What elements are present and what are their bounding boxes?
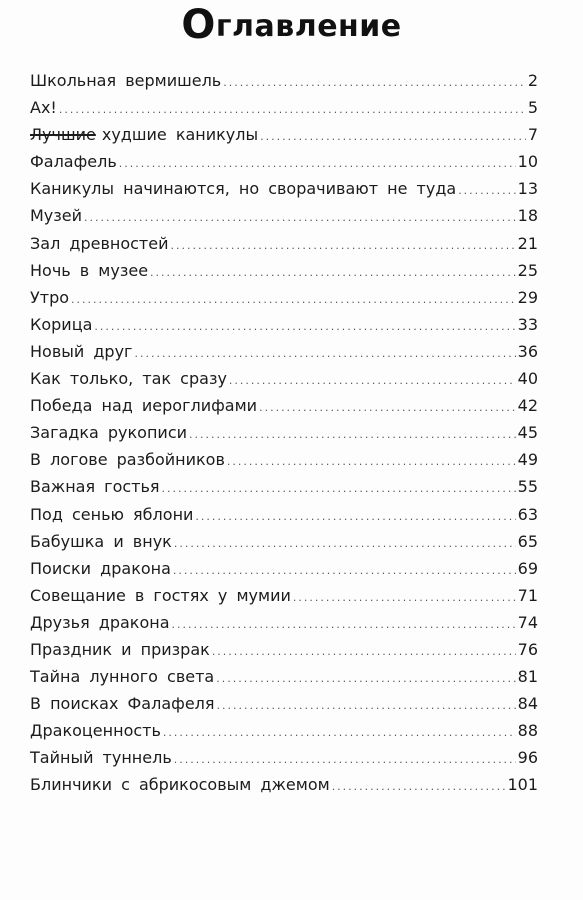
toc-entry-title [30,505,193,524]
toc-entry [30,532,538,559]
toc-entry-title [30,450,225,469]
toc-entry-label: Музей [30,206,83,226]
dot-leader [223,76,526,89]
toc-entry [30,477,538,504]
dot-leader [119,157,516,170]
toc-entry [30,288,538,315]
toc-entry [30,315,538,342]
dot-leader [260,130,526,143]
toc-entry-label: Фалафель [30,152,117,172]
toc-page-number: 7 [527,125,538,145]
toc-entry-title [30,315,92,334]
toc-entry-label: Школьная вермишель [30,71,222,90]
toc-page-number: 36 [517,341,538,361]
toc-entry-title [30,261,148,280]
struck-word: Лучшие [30,125,96,145]
toc-page-number: 29 [517,287,538,307]
toc-entry-label: Тайный туннель [30,748,172,768]
dot-leader [195,510,515,523]
dot-leader [259,401,516,414]
toc-page-number: 65 [517,531,538,551]
toc-entry-title [30,694,215,713]
dot-leader [174,753,516,766]
toc-page-number: 74 [517,612,538,632]
dot-leader [229,374,516,387]
toc-page-number: 2 [527,71,538,90]
toc-entry-title [30,342,132,361]
toc-entry [30,396,538,423]
toc-page-number: 71 [517,585,538,605]
toc-entry [30,125,538,152]
toc-entry-title [30,559,171,578]
toc-page-number: 63 [517,504,538,524]
toc-entry [30,152,538,179]
dot-leader [71,293,516,306]
toc-page-number: 96 [517,748,538,768]
toc-entry-label: Ночь в музее [30,260,149,280]
dot-leader [172,618,516,631]
toc-page-number: 10 [517,152,538,172]
toc-entry-title [30,775,330,794]
toc-entry-title [30,98,57,117]
toc-entry [30,423,538,450]
toc-entry [30,234,538,261]
toc-page-number: 21 [517,233,538,253]
dot-leader [458,184,515,197]
toc-page-number: 101 [507,775,538,795]
toc-entry-title [30,586,291,605]
toc-entry [30,369,538,396]
toc-entry [30,721,538,748]
toc-entry [30,206,538,233]
dot-leader [84,211,516,224]
toc-entry [30,694,538,721]
toc-entry-label: Каникулы начинаются, но сворачивают не туда [30,179,457,199]
dot-leader [217,699,516,712]
table-of-contents [30,71,538,803]
toc-page-number: 69 [517,558,538,578]
toc-entry-label: Совещание в гостях у мумии [30,585,291,605]
toc-entry [30,586,538,613]
toc-entry-title [30,721,161,740]
toc-entry-label: Поиски дракона [30,558,171,578]
dot-leader [162,482,516,495]
toc-entry [30,450,538,477]
toc-entry-title [30,667,214,686]
dot-leader [94,320,515,333]
toc-entry [30,613,538,640]
dot-leader [216,672,515,685]
title-first-letter: О [181,2,216,48]
toc-page-number: 76 [517,639,538,659]
toc-entry [30,640,538,667]
toc-entry [30,748,538,775]
toc-entry [30,667,538,694]
toc-entry-title [30,423,187,442]
toc-entry-label: Тайна лунного света [30,667,215,687]
title-rest: главление [215,9,402,44]
toc-entry-title [30,640,210,659]
dot-leader [163,726,516,739]
toc-entry-title [30,369,227,388]
toc-page-number: 45 [517,423,538,443]
dot-leader [150,266,516,279]
toc-entry-label: Зал древностей [30,233,169,253]
toc-entry [30,505,538,532]
toc-page-number: 18 [517,206,538,226]
toc-entry-title [30,152,117,171]
toc-entry-label: Блинчики с абрикосовым джемом [30,775,330,795]
toc-entry-label: Важная гостья [30,477,160,497]
toc-entry [30,775,538,802]
toc-entry [30,559,538,586]
toc-page-number: 13 [517,179,538,199]
toc-entry-title [30,748,172,767]
toc-entry-title [30,477,160,496]
dot-leader [293,591,516,604]
toc-page-number: 84 [517,694,538,714]
toc-page-number: 88 [517,721,538,741]
toc-page-number: 40 [517,369,538,389]
toc-entry [30,71,538,98]
toc-entry-title [30,234,168,253]
toc-entry [30,261,538,288]
toc-entry-label: Новый друг [30,341,133,361]
toc-entry-label: худшие каникулы [101,125,259,145]
toc-page-number: 25 [517,260,538,280]
toc-entry-label: Ах! [30,98,57,118]
toc-entry-title [30,71,221,90]
dot-leader [59,103,526,116]
toc-entry-label: В поисках Фалафеля [30,694,215,714]
toc-entry-title [30,206,82,225]
toc-entry-label: Победа над иероглифами [30,396,258,416]
toc-entry-label: Утро [30,287,70,307]
dot-leader [170,239,515,252]
toc-page-number: 42 [517,396,538,416]
toc-entry-label: В логове разбойников [30,450,225,470]
dot-leader [227,455,516,468]
toc-entry-title [30,532,172,551]
toc-page-number: 33 [517,314,538,334]
toc-entry-label: Праздник и призрак [30,639,210,659]
toc-entry-label: Под сенью яблони [30,504,194,524]
dot-leader [212,645,516,658]
dot-leader [332,780,506,793]
toc-page-number: 5 [527,98,538,118]
toc-entry-label: Друзья дракона [30,612,170,632]
toc-entry-title [30,125,258,144]
toc-entry-title [30,179,456,198]
dot-leader [173,564,516,577]
toc-entry [30,98,538,125]
toc-entry-label: Загадка рукописи [30,423,188,443]
toc-entry-title [30,396,257,415]
dot-leader [174,537,516,550]
dot-leader [134,347,515,360]
toc-page-number: 55 [517,477,538,497]
toc-entry [30,179,538,206]
toc-entry-label: Бабушка и внук [30,531,172,551]
toc-page-number: 81 [517,667,538,687]
toc-entry-label: Корица [30,314,93,334]
toc-entry-title [30,288,69,307]
toc-entry-label: Дракоценность [30,721,161,741]
page-title [0,2,583,48]
toc-entry-label: Как только, так сразу [30,369,227,389]
toc-entry [30,342,538,369]
dot-leader [189,428,516,441]
toc-entry-title [30,613,170,632]
toc-page-number: 49 [517,450,538,470]
